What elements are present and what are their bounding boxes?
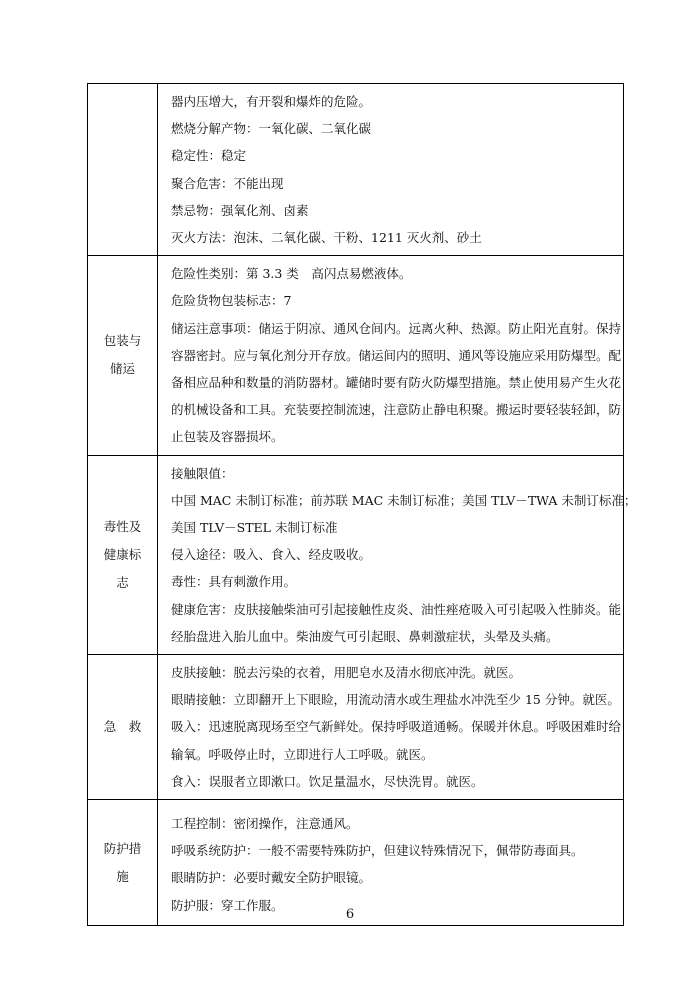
page-number: 6	[345, 907, 355, 922]
content-line: 聚合危害：不能出现	[171, 175, 284, 191]
section-row-toxicity	[88, 455, 624, 654]
section-content	[158, 455, 637, 654]
content-line: 储运注意事项：储运于阴凉、通风仓间内。远离火种、热源。防止阳光直射。保持	[171, 320, 622, 336]
content-line: 稳定性：稳定	[171, 148, 247, 164]
content-line: 美国 TLV－STEL 未制订标准	[171, 520, 338, 536]
section-label-packaging: 包装与 储运	[88, 256, 158, 455]
content-line: 毒性：具有刺激作用。	[171, 574, 297, 590]
content-line: 备相应品种和数量的消防器材。罐储时要有防火防爆型措施。禁止使用易产生火花	[171, 375, 622, 391]
content-line: 器内压增大，有开裂和爆炸的危险。	[171, 94, 372, 109]
content-line: 侵入途径：吸入、食入、经皮吸收。	[171, 547, 372, 563]
content-line: 的机械设备和工具。充装要控制流速，注意防止静电积聚。搬运时要轻装轻卸，防	[171, 402, 622, 418]
content-line: 燃烧分解产物：一氧化碳、二氧化碳	[171, 121, 372, 137]
content-line: 输氧。呼吸停止时，立即进行人工呼吸。就医。	[171, 746, 434, 762]
content-line: 止包装及容器损坏。	[171, 429, 284, 445]
content-line: 容器密封。应与氧化剂分开存放。储运间内的照明、通风等设施应采用防爆型。配	[171, 347, 622, 363]
content-line: 灭火方法：泡沫、二氧化碳、干粉、1211 灭火剂、砂土	[171, 230, 482, 246]
content-line: 接触限值：	[171, 465, 234, 481]
section-label-protection: 防护措 施	[88, 800, 158, 926]
content-line: 眼睛防护：必要时戴安全防护眼镜。	[171, 870, 372, 886]
content-line: 中国 MAC 未制订标准；前苏联 MAC 未制订标准；美国 TLV－TWA 未制订标准；	[171, 492, 637, 508]
content-line: 工程控制：密闭操作，注意通风。	[171, 816, 359, 832]
content-line: 经胎盘进入胎儿血中。柴油废气可引起眼、鼻刺激症状，头晕及头痛。	[171, 628, 559, 644]
content-line: 禁忌物：强氧化剂、卤素	[171, 202, 309, 218]
section-content	[158, 655, 624, 800]
section-row-first-aid	[88, 655, 624, 800]
section-label	[88, 84, 158, 256]
section-content	[158, 256, 624, 455]
section-row-fire	[88, 84, 624, 256]
section-row-packaging	[88, 256, 624, 455]
content-line: 吸入：迅速脱离现场至空气新鲜处。保持呼吸道通畅。保暖并休息。呼吸困难时给	[171, 719, 622, 735]
content-line: 食入：误服者立即漱口。饮足量温水，尽快洗胃。就医。	[171, 773, 484, 789]
content-line: 防护服：穿工作服。	[171, 897, 284, 913]
section-label-first-aid: 急 救	[88, 655, 158, 800]
content-line: 呼吸系统防护：一般不需要特殊防护，但建议特殊情况下，佩带防毒面具。	[171, 843, 584, 859]
section-label-toxicity: 毒性及 健康标 志	[88, 455, 158, 654]
content-line: 皮肤接触：脱去污染的衣着，用肥皂水及清水彻底冲洗。就医。	[171, 665, 522, 681]
content-line: 危险货物包装标志：7	[171, 293, 292, 309]
msds-table	[87, 83, 637, 926]
content-line: 健康危害：皮肤接触柴油可引起接触性皮炎、油性痤疮吸入可引起吸入性肺炎。能	[171, 601, 622, 617]
content-line: 眼睛接触：立即翻开上下眼睑，用流动清水或生理盐水冲洗至少 15 分钟。就医。	[171, 692, 620, 708]
section-content	[158, 84, 624, 256]
content-line: 危险性类别：第 3.3 类 高闪点易燃液体。	[171, 266, 412, 282]
